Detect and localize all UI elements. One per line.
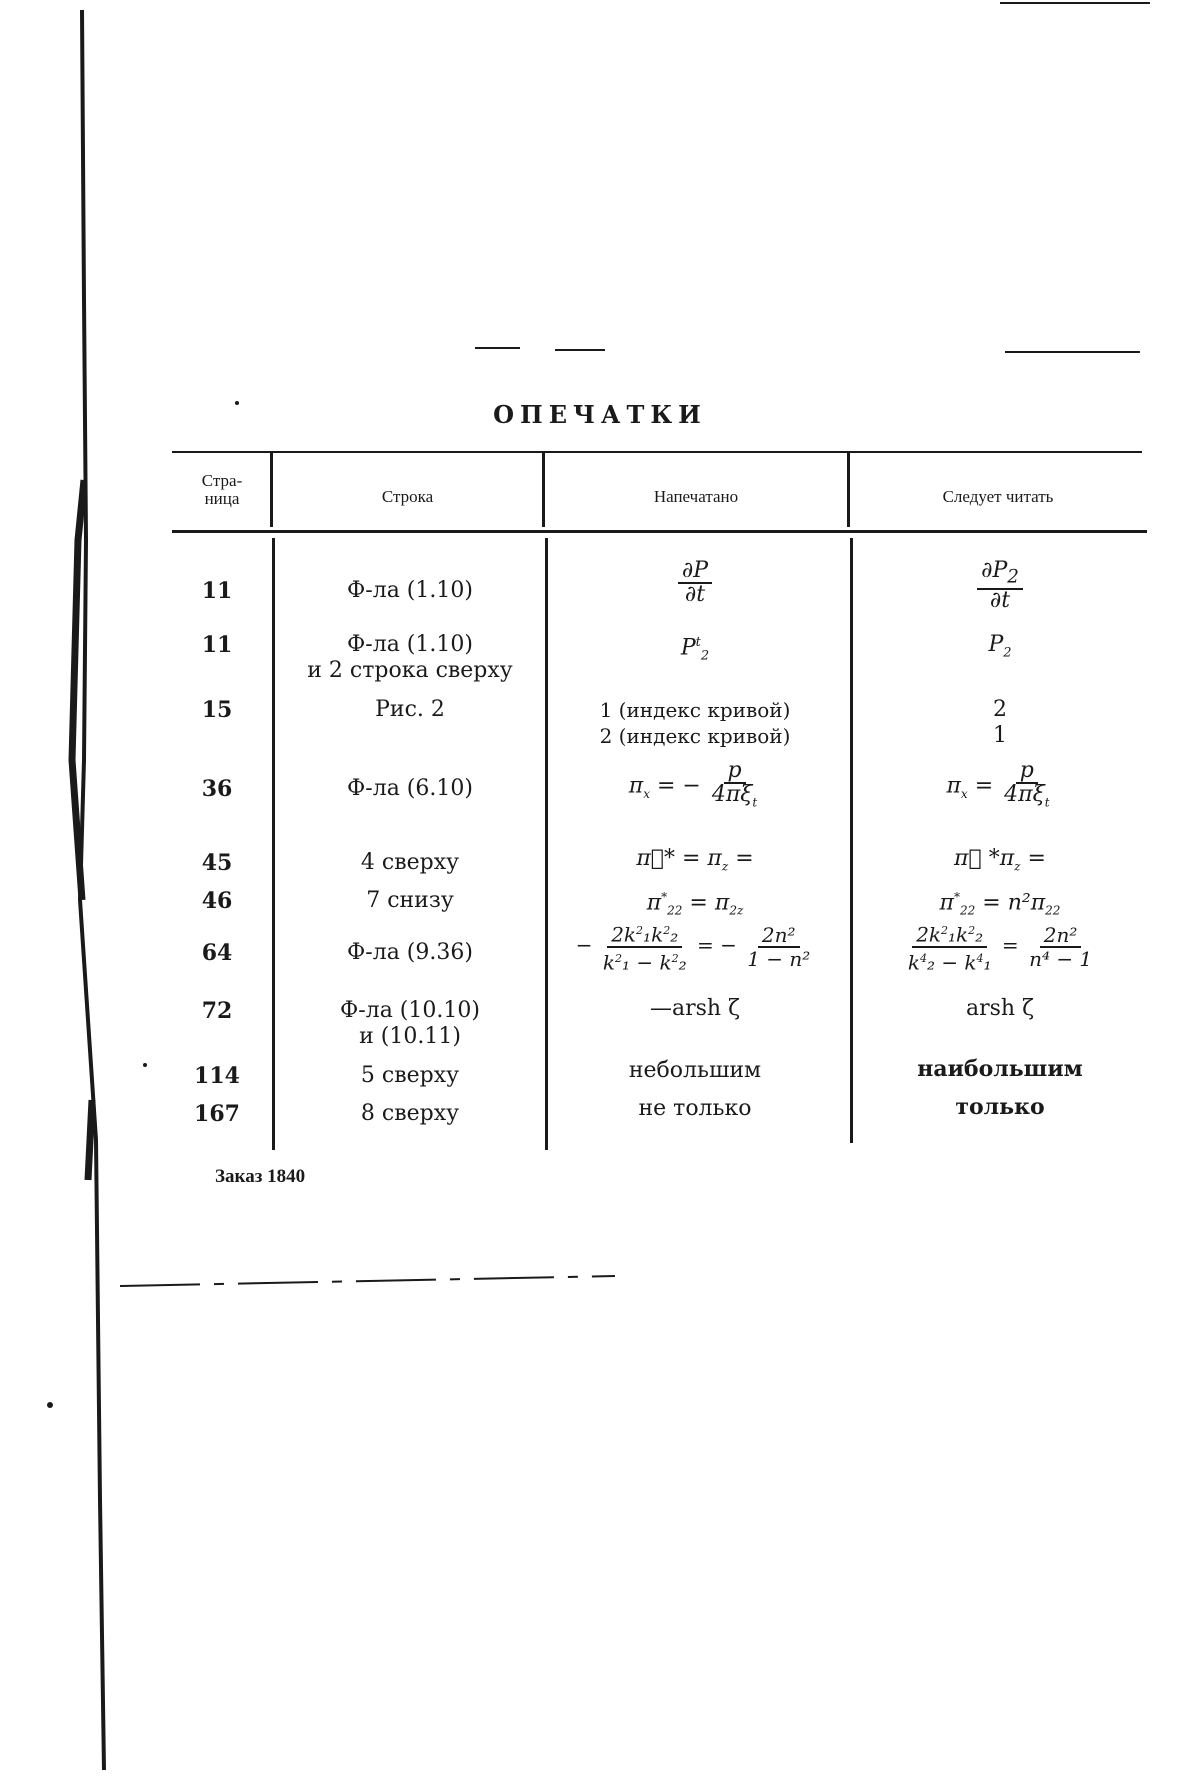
row-line: 4 сверху [360,850,460,875]
row-printed: —arsh ζ [649,996,740,1021]
row-page: 72 [201,998,233,1024]
row-page: 167 [194,1101,240,1127]
header-line: Строка [381,487,434,506]
column-divider [542,452,545,527]
row-line: Ф-ла (9.36) [347,940,473,965]
row-line: Ф-ла (10.10) и (10.11) [340,998,480,1049]
header-page: Стра- ница [201,471,243,508]
row-page: 11 [201,578,233,604]
row-printed: π⃗* = $\pi_z$ = [636,846,754,874]
row-printed: не только [638,1096,752,1121]
row-page: 11 [201,632,233,658]
row-printed: 1 (индекс кривой) 2 (индекс кривой) [599,698,791,748]
header-printed: Напечатано [653,487,739,506]
row-correct: наибольшим [917,1056,1083,1082]
row-printed: $\frac{\partial P}{\partial t}$ [545,560,845,606]
row-page: 46 [201,888,233,914]
row-correct: $\pi^*_{22} = n^2\pi_{22}$ [939,890,1061,918]
row-printed: $\pi_x$ = − $\frac{p}{4\pi\xi_t}$ [628,758,758,810]
row-page: 36 [201,776,233,802]
page-title: ОПЕЧАТКИ [493,400,707,429]
row-line: 8 сверху [360,1101,460,1126]
row-correct: $\frac{\partial P_2}{\partial t}$ [850,560,1150,612]
order-number: Заказ 1840 [215,1166,306,1187]
row-line: Ф-ла (1.10) [347,578,473,603]
row-correct: $\pi_x$ = $\frac{p}{4\pi\xi_t}$ [946,758,1050,810]
header-correct: Следует читать [942,487,1054,506]
row-printed: небольшим [628,1058,762,1083]
row-correct: $P_2$ [988,632,1012,661]
table-top-rule [172,451,1142,453]
row-correct: arsh ζ [965,996,1034,1021]
row-printed: $P^t_2$ [680,635,710,664]
row-line: 5 сверху [360,1063,460,1088]
row-correct: 2 1 [993,697,1007,748]
table-header-rule [172,530,1147,533]
column-divider [270,452,273,527]
row-correct: π⃗ $*\pi_z$ = [954,846,1046,874]
row-page: 15 [201,697,233,723]
row-printed: $\pi^*_{22} = \pi_{2z}$ [646,890,744,918]
row-correct: только [955,1094,1045,1120]
column-divider [850,538,853,1143]
row-line: Ф-ла (6.10) [347,776,473,801]
row-line: Рис. 2 [375,697,445,722]
column-divider [847,452,850,527]
row-page: 45 [201,850,233,876]
row-line: 7 снизу [366,888,454,913]
row-line: Ф-ла (1.10) и 2 строка сверху [307,632,513,683]
row-correct: $\frac{2k^2_1k^2_2}{k^4_2 - k^4_1}$ = $\frac{\text{2n²}}{\text{n⁴ − 1}}$ [850,920,1150,973]
column-divider [272,538,275,1150]
row-printed: − $\frac{2k^2_1k^2_2}{k^2_1 - k^2_2}$ = − $\frac{\text{2n²}}{\text{1 − n²}}$ [545,920,845,973]
row-page: 64 [201,940,233,966]
row-page: 114 [194,1063,240,1089]
